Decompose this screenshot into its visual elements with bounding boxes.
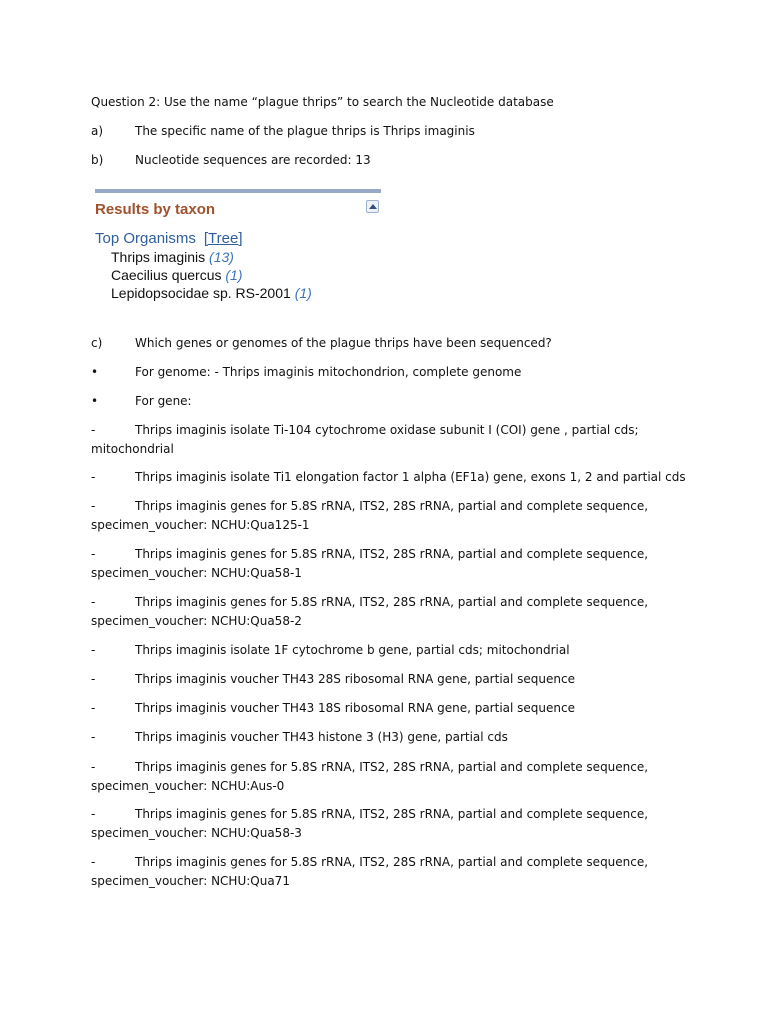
bullet-genome: [91, 363, 522, 381]
bullet-text: For genome: - Thrips imaginis mitochondrion, complete genome: [135, 365, 522, 379]
gene-marker: -: [91, 643, 96, 657]
organism-name: Lepidopsocidae sp. RS-2001: [111, 285, 291, 301]
gene-marker: -: [91, 730, 96, 744]
gene-entry: [91, 805, 649, 840]
gene-entry: [91, 728, 508, 746]
gene-entry: [91, 545, 649, 580]
gene-entry: [91, 468, 686, 486]
question-c: [91, 334, 552, 352]
gene-marker: -: [91, 760, 96, 774]
gene-text-continuation: specimen_voucher: NCHU:Qua71: [91, 874, 290, 888]
gene-entry: [91, 593, 649, 628]
item-text: Which genes or genomes of the plague thrips have been sequenced?: [135, 336, 552, 350]
organism-name: Caecilius quercus: [111, 267, 222, 283]
gene-marker: -: [91, 855, 96, 869]
tree-link[interactable]: [Tree]: [203, 230, 243, 247]
item-marker: b): [91, 153, 104, 167]
gene-text: Thrips imaginis genes for 5.8S rRNA, ITS2, 28S rRNA, partial and complete sequence,: [135, 547, 649, 561]
gene-marker: -: [91, 499, 96, 513]
gene-text: Thrips imaginis voucher TH43 histone 3 (H3) gene, partial cds: [135, 730, 508, 744]
bullet-gene: [91, 392, 192, 410]
gene-marker: -: [91, 470, 96, 484]
organism-name: Thrips imaginis: [111, 249, 206, 265]
organism-item[interactable]: [111, 267, 243, 283]
organism-item[interactable]: [111, 249, 234, 265]
gene-text: Thrips imaginis genes for 5.8S rRNA, ITS2, 28S rRNA, partial and complete sequence,: [135, 499, 649, 513]
gene-text: Thrips imaginis genes for 5.8S rRNA, ITS2, 28S rRNA, partial and complete sequence,: [135, 855, 649, 869]
gene-text-continuation: mitochondrial: [91, 442, 174, 456]
gene-marker: -: [91, 547, 96, 561]
question-heading: Question 2: Use the name “plague thrips” to search the Nucleotide database: [91, 95, 554, 109]
item-marker: a): [91, 124, 104, 138]
item-text: Nucleotide sequences are recorded: 13: [135, 153, 371, 167]
gene-text: Thrips imaginis isolate 1F cytochrome b gene, partial cds; mitochondrial: [135, 643, 570, 657]
gene-entry: [91, 699, 575, 717]
organism-count: (13): [209, 249, 234, 265]
gene-text: Thrips imaginis isolate Ti-104 cytochrome oxidase subunit I (COI) gene , partial cds;: [135, 423, 639, 437]
organism-count: (1): [225, 267, 243, 283]
gene-text: Thrips imaginis genes for 5.8S rRNA, ITS2, 28S rRNA, partial and complete sequence,: [135, 807, 649, 821]
top-organisms-label: Top Organisms: [95, 230, 196, 247]
gene-marker: -: [91, 595, 96, 609]
gene-text-continuation: specimen_voucher: NCHU:Qua58-3: [91, 826, 302, 840]
gene-text: Thrips imaginis genes for 5.8S rRNA, ITS2, 28S rRNA, partial and complete sequence,: [135, 595, 649, 609]
gene-marker: -: [91, 807, 96, 821]
item-marker: c): [91, 336, 103, 350]
gene-text-continuation: specimen_voucher: NCHU:Aus-0: [91, 779, 285, 793]
gene-text: Thrips imaginis isolate Ti1 elongation factor 1 alpha (EF1a) gene, exons 1, 2 and partial cds: [135, 470, 686, 484]
collapse-icon[interactable]: [366, 200, 379, 213]
gene-marker: -: [91, 423, 96, 437]
bullet-marker: •: [91, 394, 99, 408]
organism-item[interactable]: [111, 285, 312, 301]
gene-text: Thrips imaginis voucher TH43 28S ribosomal RNA gene, partial sequence: [135, 672, 575, 686]
organism-count: (1): [294, 285, 312, 301]
bullet-text: For gene:: [135, 394, 192, 408]
bullet-marker: •: [91, 365, 99, 379]
gene-entry: [91, 421, 639, 456]
gene-text-continuation: specimen_voucher: NCHU:Qua125-1: [91, 518, 310, 532]
gene-text: Thrips imaginis genes for 5.8S rRNA, ITS2, 28S rRNA, partial and complete sequence,: [135, 760, 649, 774]
answer-b: [91, 151, 371, 169]
gene-text-continuation: specimen_voucher: NCHU:Qua58-1: [91, 566, 302, 580]
panel-header-bar: [95, 189, 381, 193]
gene-text-continuation: specimen_voucher: NCHU:Qua58-2: [91, 614, 302, 628]
top-organisms-heading: [95, 230, 243, 247]
gene-marker: -: [91, 672, 96, 686]
gene-marker: -: [91, 701, 96, 715]
gene-entry: [91, 497, 649, 532]
gene-text: Thrips imaginis voucher TH43 18S ribosomal RNA gene, partial sequence: [135, 701, 575, 715]
gene-entry: [91, 758, 649, 793]
gene-entry: [91, 853, 649, 888]
panel-title: Results by taxon: [95, 201, 216, 218]
gene-entry: [91, 670, 575, 688]
item-text: The specific name of the plague thrips is Thrips imaginis: [135, 124, 475, 138]
answer-a: [91, 122, 475, 140]
gene-entry: [91, 641, 570, 659]
